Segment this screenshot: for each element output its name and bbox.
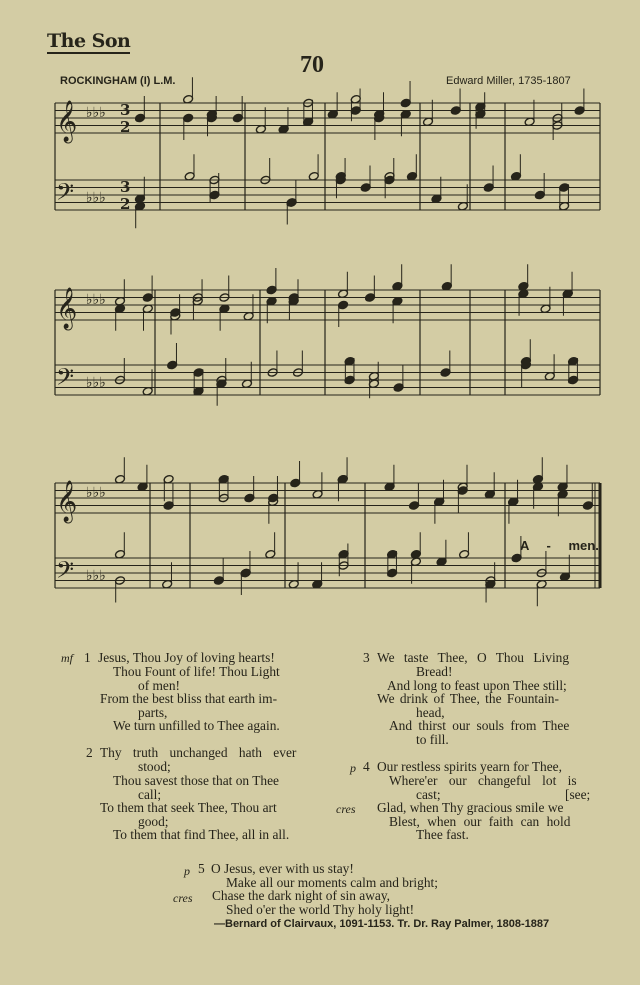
key-signature-flats: ♭♭♭ xyxy=(86,485,106,501)
time-signature: 2 xyxy=(120,118,131,136)
verse-line: Where'er our changeful lot is xyxy=(389,773,577,788)
verse-line: Make all our moments calm and bright; xyxy=(226,875,438,890)
verse-line: We taste Thee, O Thou Living xyxy=(377,650,570,665)
verse-line: And thirst our souls from Thee xyxy=(389,718,570,733)
verse-line: From the best bliss that earth im- xyxy=(100,691,278,706)
verse-line: We drink of Thee, the Fountain- xyxy=(377,691,559,706)
bass-clef-icon: 𝄢 xyxy=(56,556,75,589)
verse-line: Thou Fount of life! Thou Light xyxy=(113,664,280,679)
verse-line: Bread! xyxy=(416,664,453,679)
verse-line: cast; xyxy=(416,787,441,802)
verse-line: And long to feast upon Thee still; xyxy=(387,678,567,693)
dynamic-mark: cres xyxy=(336,802,356,816)
time-signature: 3 xyxy=(120,178,131,196)
composer: Edward Miller, 1735-1807 xyxy=(446,75,571,87)
verse-line: [see; xyxy=(565,787,591,802)
verse-number: 5 xyxy=(198,861,205,876)
dynamic-mark: cres xyxy=(173,891,193,905)
verse-line: Glad, when Thy gracious smile we xyxy=(377,800,564,815)
verse-line: Blest, when our faith can hold xyxy=(389,814,571,829)
verse-line: To them that seek Thee, Thou art xyxy=(100,800,277,815)
key-signature-flats: ♭♭♭ xyxy=(86,190,106,206)
verse-number: 3 xyxy=(363,650,370,665)
verse-line: Shed o'er the world Thy holy light! xyxy=(226,902,415,917)
dynamic-mark: mf xyxy=(61,651,73,665)
attribution: —Bernard of Clairvaux, 1091-1153. Tr. Dr. Ray Palmer, 1808-1887 xyxy=(214,918,550,930)
verse-line: of men! xyxy=(138,678,181,693)
verse-number: 4 xyxy=(363,759,370,774)
treble-clef-icon: 𝄞 xyxy=(56,288,78,329)
treble-clef-icon: 𝄞 xyxy=(56,101,78,142)
time-signature: 2 xyxy=(120,195,131,213)
verse-number: 2 xyxy=(86,745,93,760)
treble-clef-icon: 𝄞 xyxy=(56,481,78,522)
verse-line: We turn unfilled to Thee again. xyxy=(113,718,280,733)
verse-line: Thee fast. xyxy=(416,827,469,842)
dynamic-mark: p xyxy=(184,864,190,878)
section-title: The Son xyxy=(47,30,131,52)
amen-lyric: A - men. xyxy=(520,538,599,553)
verse-line: Chase the dark night of sin away, xyxy=(212,888,391,903)
verse-line: Thy truth unchanged hath ever xyxy=(100,745,297,760)
dynamic-mark: p xyxy=(350,761,356,775)
time-signature: 3 xyxy=(120,101,131,119)
verse-line: head, xyxy=(416,705,445,720)
verse-line: to fill. xyxy=(416,732,449,747)
verse-line: Jesus, Thou Joy of loving hearts! xyxy=(98,650,275,665)
hymn-number: 70 xyxy=(300,52,324,78)
key-signature-flats: ♭♭♭ xyxy=(86,105,106,121)
verse-line: good; xyxy=(138,814,169,829)
bass-clef-icon: 𝄢 xyxy=(56,178,75,211)
verse-line: Thou savest those that on Thee xyxy=(113,773,279,788)
key-signature-flats: ♭♭♭ xyxy=(86,568,106,584)
tune-name: ROCKINGHAM (I) L.M. xyxy=(60,75,176,87)
verse-line: parts, xyxy=(138,705,168,720)
verse-line: To them that find Thee, all in all. xyxy=(113,827,290,842)
verse-number: 1 xyxy=(84,650,91,665)
verse-line: stood; xyxy=(138,759,171,774)
key-signature-flats: ♭♭♭ xyxy=(86,292,106,308)
verse-line: O Jesus, ever with us stay! xyxy=(211,861,354,876)
verse-line: call; xyxy=(138,787,162,802)
bass-clef-icon: 𝄢 xyxy=(56,363,75,396)
verse-line: Our restless spirits yearn for Thee, xyxy=(377,759,562,774)
key-signature-flats: ♭♭♭ xyxy=(86,375,106,391)
